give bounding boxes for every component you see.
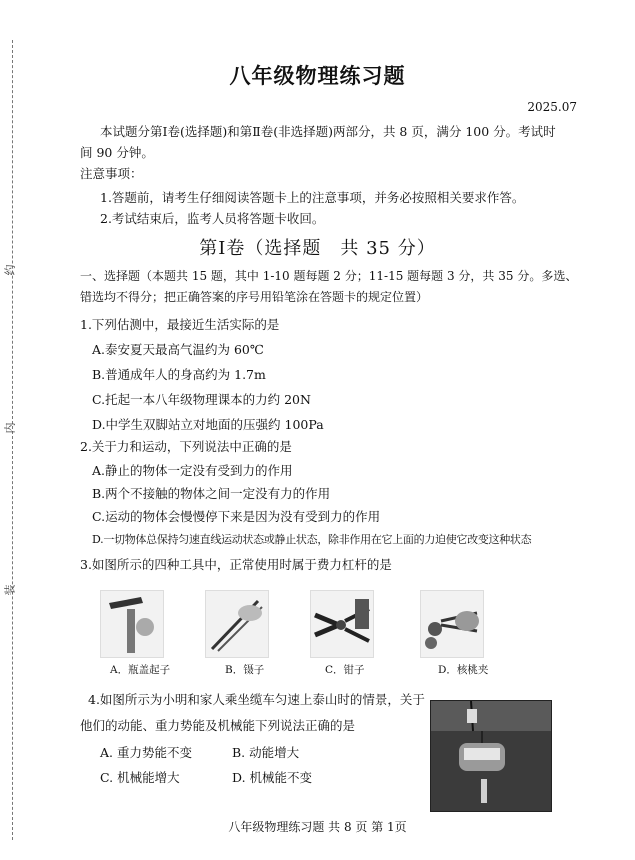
q3-label-a: A．瓶盖起子	[110, 664, 171, 676]
intro-line-1: 本试题分第Ⅰ卷(选择题)和第Ⅱ卷(非选择题)两部分，共 8 页，满分 100 分。考试时	[100, 124, 556, 139]
section-title: 第Ⅰ卷（选择题 共 35 分）	[199, 238, 436, 259]
binding-line	[12, 40, 13, 840]
q2-option-d: D.一切物体总保持匀速直线运动状态或静止状态，除非作用在它上面的力迫使它改变这种状态	[92, 533, 532, 546]
tweezers-image	[205, 590, 269, 658]
notice-item: 2.考试结束后，监考人员将答题卡收回。	[100, 211, 325, 226]
q1-option-a: A.泰安夏天最高气温约为 60℃	[92, 342, 264, 357]
q4-option-c: C. 机械能增大	[100, 770, 180, 785]
nutcracker-image	[420, 590, 484, 658]
cable-car-photo	[430, 700, 552, 812]
part-instructions-line-2: 错选均不得分；把正确答案的序号用铅笔涂在答题卡的规定位置）	[80, 290, 429, 304]
q1-option-b: B.普通成年人的身高约为 1.7m	[92, 367, 266, 382]
bottle-opener-image	[100, 590, 164, 658]
q2-option-b: B.两个不接触的物体之间一定没有力的作用	[92, 486, 331, 501]
q4-stem-line-2: 他们的动能、重力势能及机械能下列说法正确的是	[80, 718, 356, 733]
q3-label-b: B．镊子	[225, 664, 265, 676]
q1-option-d: D.中学生双脚站立对地面的压强约 100Pa	[92, 417, 324, 432]
intro-line-2: 间 90 分钟。	[80, 145, 154, 160]
part-instructions-line-1: 一、选择题（本题共 15 题，其中 1-10 题每题 2 分；11-15 题每题 3 分，共 35 分。多选、	[80, 269, 578, 283]
q4-option-b: B. 动能增大	[232, 745, 300, 760]
q4-option-a: A. 重力势能不变	[100, 745, 192, 760]
q3-label-d: D．核桃夹	[438, 664, 489, 676]
page-title: 八年级物理练习题	[229, 63, 406, 88]
q1-option-c: C.托起一本八年级物理课本的力约 20N	[92, 392, 311, 407]
notice-item: 1.答题前，请考生仔细阅读答题卡上的注意事项，并务必按照相关要求作答。	[100, 190, 525, 205]
margin-mark: 约	[3, 264, 17, 276]
notice-heading: 注意事项：	[80, 166, 143, 181]
q2-stem: 2.关于力和运动，下列说法中正确的是	[80, 439, 292, 454]
pliers-image	[310, 590, 374, 658]
q2-option-a: A.静止的物体一定没有受到力的作用	[92, 463, 293, 478]
margin-mark: 装	[3, 584, 17, 596]
q4-option-d: D. 机械能不变	[232, 770, 313, 785]
q1-stem: 1.下列估测中，最接近生活实际的是	[80, 317, 280, 332]
exam-date: 2025.07	[527, 100, 577, 114]
margin-mark: 内	[3, 422, 17, 434]
q3-stem: 3.如图所示的四种工具中，正常使用时属于费力杠杆的是	[80, 557, 392, 572]
q2-option-c: C.运动的物体会慢慢停下来是因为没有受到力的作用	[92, 509, 381, 524]
q3-label-c: C．钳子	[325, 664, 365, 676]
page-footer: 八年级物理练习题 共 8 页 第 1页	[228, 820, 407, 834]
q4-stem-line-1: 4.如图所示为小明和家人乘坐缆车匀速上泰山时的情景，关于	[88, 692, 425, 707]
